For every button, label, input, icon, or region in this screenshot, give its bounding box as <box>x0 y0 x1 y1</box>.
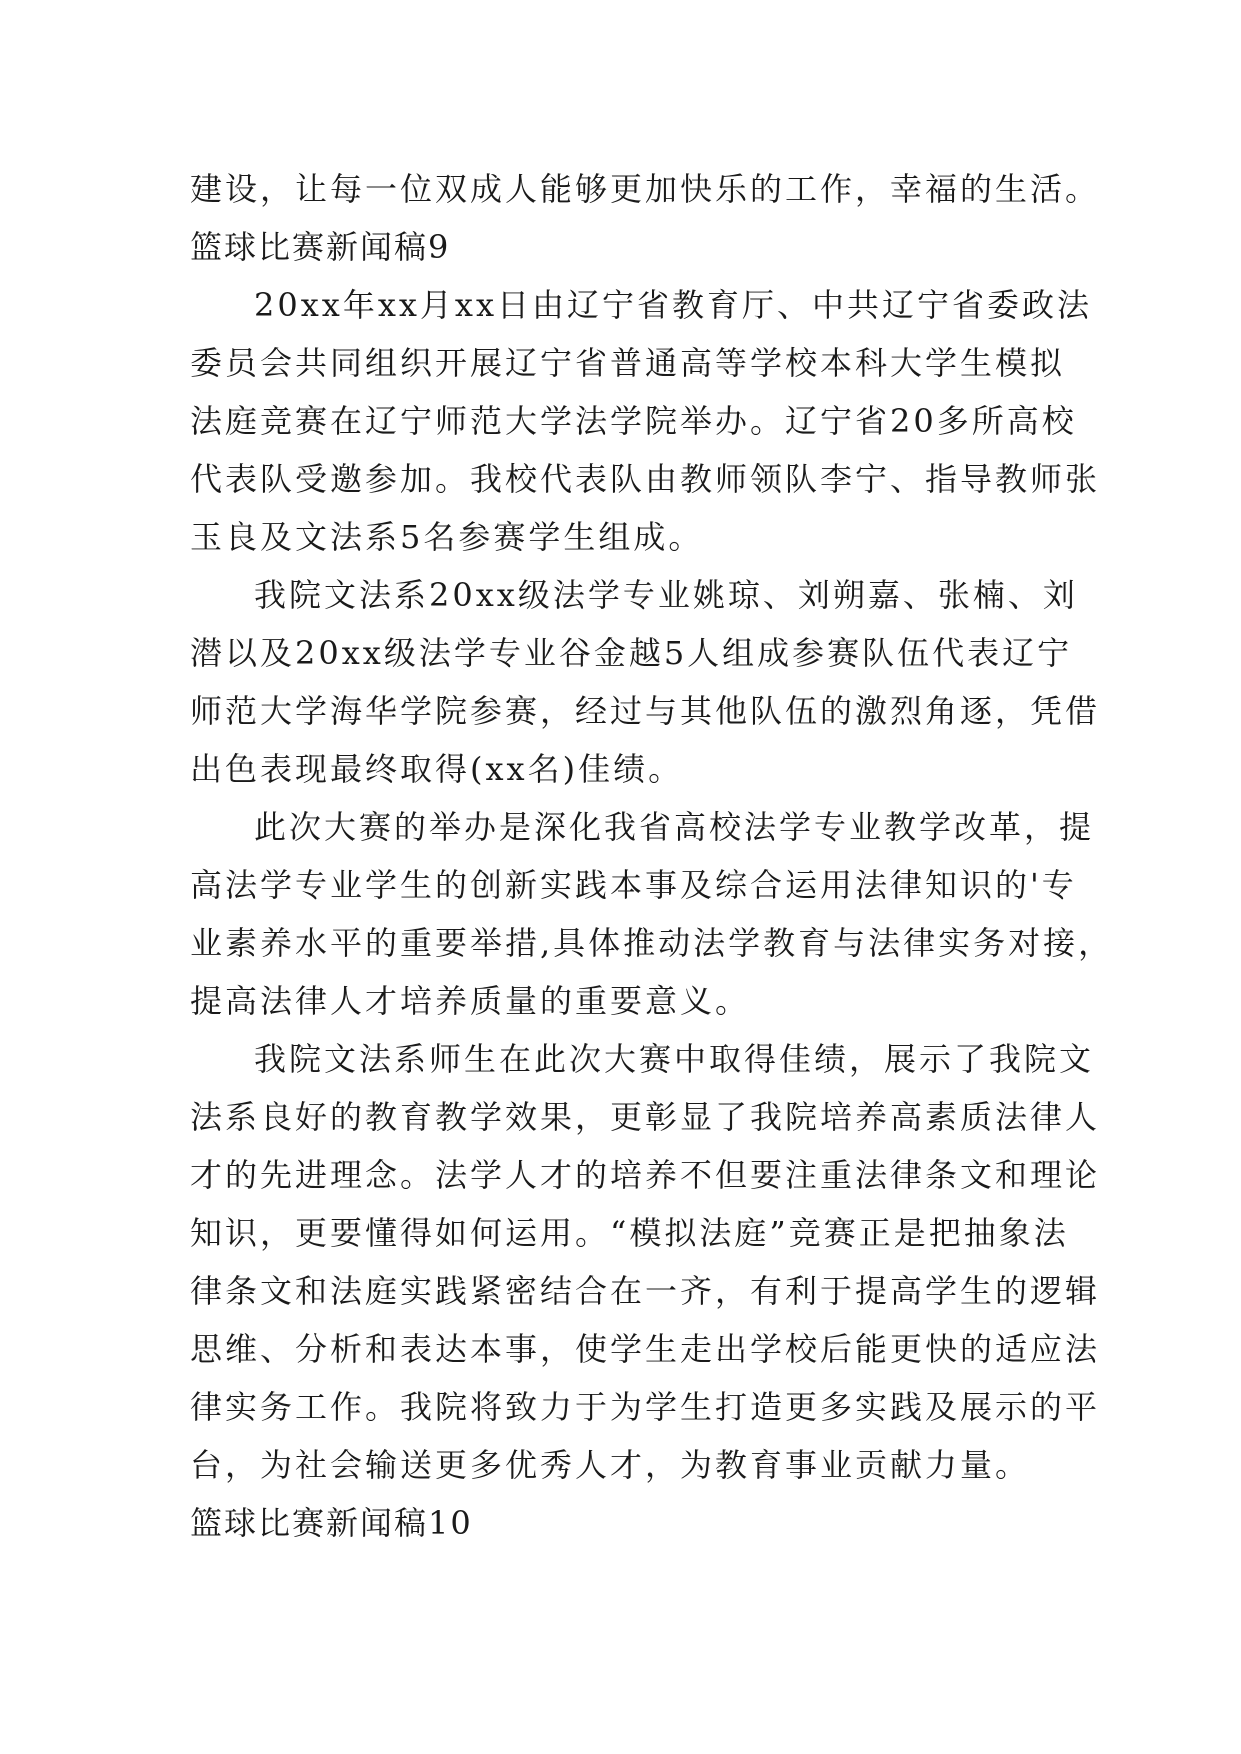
paragraph-first-line: 20xx年xx月xx日由辽宁省教育厅、中共辽宁省委政法 <box>254 286 1093 324</box>
text-line: 业素养水平的重要举措,具体推动法学教育与法律实务对接， <box>190 924 1114 962</box>
text-line: 出色表现最终取得(xx名)佳绩。 <box>190 750 684 788</box>
text-line: 法系良好的教育教学效果，更彰显了我院培养高素质法律人 <box>190 1098 1101 1136</box>
text-line: 建设，让每一位双成人能够更加快乐的工作，幸福的生活。 <box>190 170 1101 208</box>
text-line: 师范大学海华学院参赛，经过与其他队伍的激烈角逐，凭借 <box>190 692 1101 730</box>
text-line: 律条文和法庭实践紧密结合在一齐，有利于提高学生的逻辑 <box>190 1272 1101 1310</box>
paragraph-first-line: 此次大赛的举办是深化我省高校法学专业教学改革，提 <box>254 808 1095 846</box>
section-heading: 篮球比赛新闻稿10 <box>190 1504 473 1542</box>
text-line: 潜以及20xx级法学专业谷金越5人组成参赛队伍代表辽宁 <box>190 634 1073 672</box>
text-line: 思维、分析和表达本事，使学生走出学校后能更快的适应法 <box>190 1330 1101 1368</box>
text-line: 高法学专业学生的创新实践本事及综合运用法律知识的'专 <box>190 866 1077 904</box>
document-body <box>190 160 1114 1552</box>
text-line: 律实务工作。我院将致力于为学生打造更多实践及展示的平 <box>190 1388 1101 1426</box>
text-line: 知识，更要懂得如何运用。“模拟法庭”竞赛正是把抽象法 <box>190 1214 1069 1252</box>
text-line: 玉良及文法系5名参赛学生组成。 <box>190 518 704 556</box>
text-line: 委员会共同组织开展辽宁省普通高等学校本科大学生模拟 <box>190 344 1066 382</box>
text-line: 法庭竞赛在辽宁师范大学法学院举办。辽宁省20多所高校 <box>190 402 1077 440</box>
paragraph-first-line: 我院文法系师生在此次大赛中取得佳绩，展示了我院文 <box>254 1040 1095 1078</box>
section-heading: 篮球比赛新闻稿9 <box>190 228 451 266</box>
text-line: 提高法律人才培养质量的重要意义。 <box>190 982 751 1020</box>
text-line: 代表队受邀参加。我校代表队由教师领队李宁、指导教师张 <box>190 460 1101 498</box>
paragraph-first-line: 我院文法系20xx级法学专业姚琼、刘朔嘉、张楠、刘 <box>254 576 1078 614</box>
text-line: 才的先进理念。法学人才的培养不但要注重法律条文和理论 <box>190 1156 1101 1194</box>
text-line: 台，为社会输送更多优秀人才，为教育事业贡献力量。 <box>190 1446 1031 1484</box>
